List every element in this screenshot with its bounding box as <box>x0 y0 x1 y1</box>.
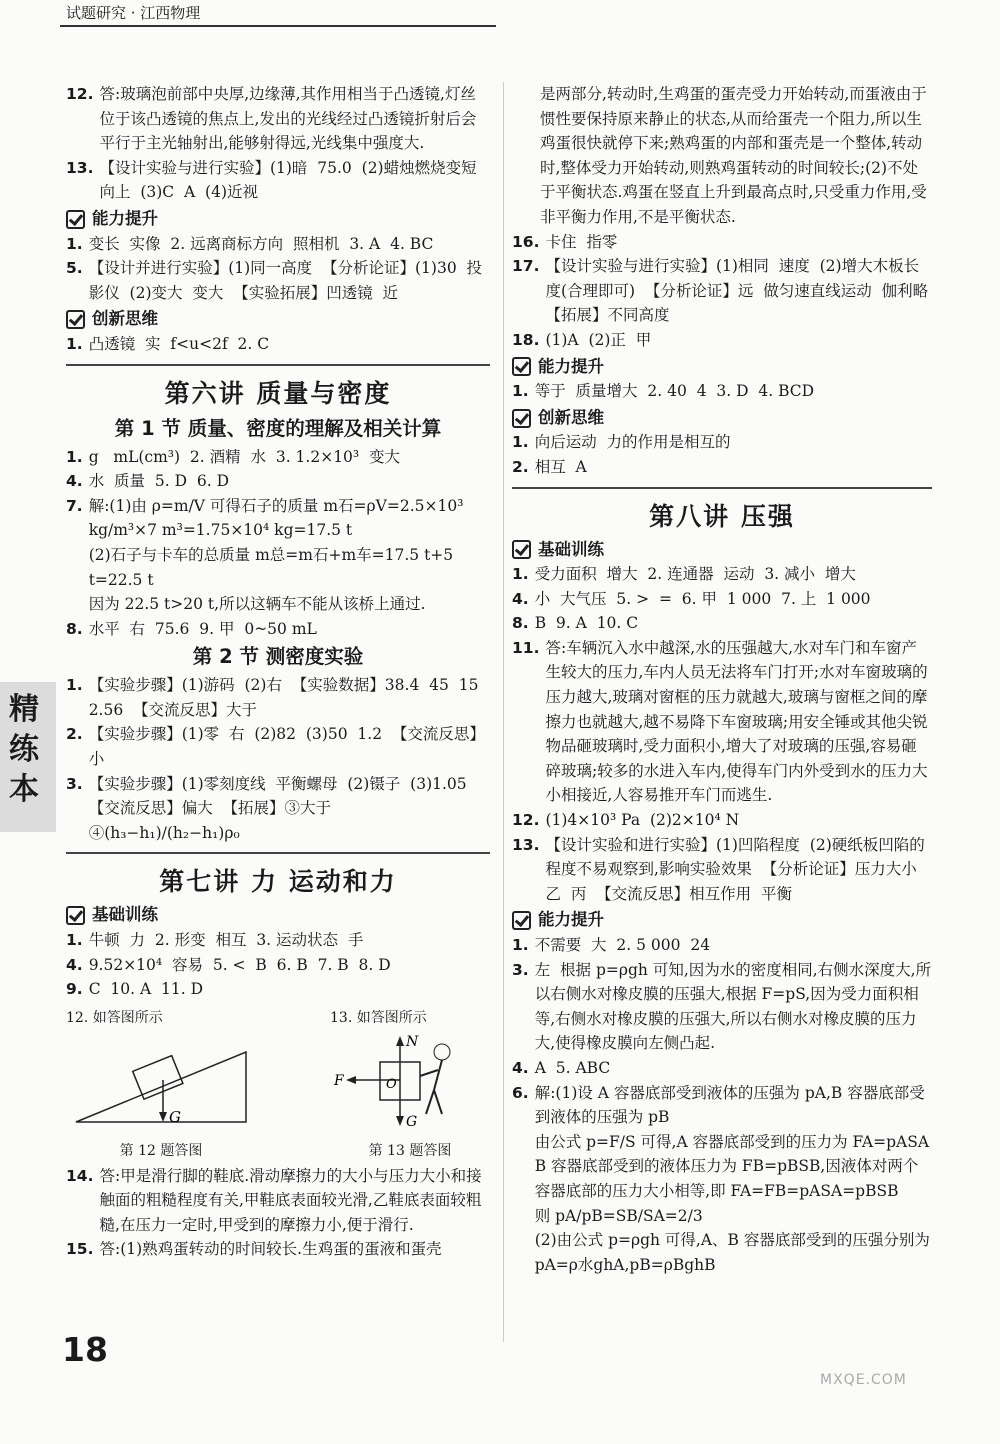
lecture-title: 第七讲 力 运动和力 <box>159 867 397 897</box>
answer-item: 1. 不需要 大 2. 5 000 24 <box>512 936 711 954</box>
answer-item: 3. 【实验步骤】(1)零刻度线 平衡螺母 (2)镊子 (3)1.05 【交流反思】偏大 【拓展】③大于 ④(h₃−h₁)/(h₂−h₁)ρ₀ <box>66 774 477 842</box>
lecture-title: 第六讲 质量与密度 <box>164 378 392 408</box>
page-number: 18 <box>62 1330 108 1369</box>
answer-item: 12. (1)4×10³ Pa (2)2×10⁴ N <box>512 811 740 830</box>
watermark: MXQE.COM <box>820 1372 907 1388</box>
answer-item: 12. 答:玻璃泡前部中央厚,边缘薄,其作用相当于凸透镜,灯丝位于该凸透镜的焦点上,发出的光线经过凸透镜折射后会平行于主光轴射出,能够射得远,光线集中强度大. <box>66 85 477 153</box>
section-heading: 基础训练 <box>512 538 932 563</box>
answer-item: 1. 等于 质量增大 2. 40 4 3. D 4. BCD <box>512 382 815 401</box>
answer-item: 1. 牛顿 力 2. 形变 相互 3. 运动状态 手 <box>66 931 364 950</box>
answer-item: 2. 相互 A <box>512 457 587 476</box>
section-title: 第 1 节 质量、密度的理解及相关计算 <box>114 416 442 440</box>
answer-item: 4. A 5. ABC <box>512 1058 611 1077</box>
answer-item: 1. 【实验步骤】(1)游码 (2)右 【实验数据】38.4 45 15 2.56 【交流反思】大于 <box>66 676 489 719</box>
svg-text:F: F <box>334 1073 344 1090</box>
answer-item: 15. 答:(1)熟鸡蛋转动的时间较长.生鸡蛋的蛋液和蛋壳 <box>66 1240 442 1259</box>
answer-item: 7. 解:(1)由 ρ=m/V 可得石子的质量 m石=ρV=2.5×10³ kg/m³×7 m³=1.75×10⁴ kg=17.5 t (2)石子与卡车的总质量 m总=m石+m车=17.5 t+5 t=22.5 t 因为 22.5 t>20 t,所以这辆车不能从该桥上通过. <box>66 496 464 614</box>
answer-item: 8. B 9. A 10. C <box>512 614 639 633</box>
checkbox-icon <box>512 540 531 559</box>
side-tab-label: 精练本 <box>9 692 39 807</box>
answer-item: 11. 答:车辆沉入水中越深,水的压强越大,水对车门和车窗产生较大的压力,车内人员无法将车门打开;水对车窗玻璃的压力越大,玻璃对窗框的压力就越大,玻璃与窗框之间的摩擦力也就越大,越不易降下车窗玻璃;用安全锤或其他尖锐物品砸玻璃时,受力面积小,增大了对玻璃的压强,容易砸碎玻璃;较多的水进入车内,使得车门内外受到水的压力大小相接近,人容易推开车门而逃生. <box>512 638 928 805</box>
section-heading: 基础训练 <box>66 903 490 928</box>
section-heading: 创新思维 <box>66 307 490 332</box>
section-title: 第 2 节 测密度实验 <box>192 645 364 669</box>
answer-item: 4. 9.52×10⁴ 容易 5. < B 6. B 7. B 8. D <box>66 955 391 974</box>
push-box-diagram <box>330 1030 490 1130</box>
header-title: 试题研究 · 江西物理 <box>66 4 201 22</box>
answer-item: 13. 【设计实验和进行实验】(1)凹陷程度 (2)硬纸板凹陷的程度不易观察到,影响实验效果 【分析论证】压力大小 乙 丙 【交流反思】相互作用 平衡 <box>512 835 927 903</box>
checkbox-icon <box>66 906 85 925</box>
section-heading: 能力提升 <box>512 355 932 380</box>
section-heading: 能力提升 <box>66 207 490 232</box>
checkbox-icon <box>512 409 531 428</box>
figure-12: 12. 如答图所示 G 第 12 题答图 <box>66 1006 256 1164</box>
incline-diagram <box>66 1030 256 1130</box>
left-column <box>66 82 490 1262</box>
answer-item: 1. 凸透镜 实 f<u<2f 2. C <box>66 334 270 353</box>
figures-row <box>66 1006 490 1164</box>
answer-item: 2. 【实验步骤】(1)零 右 (2)82 (3)50 1.2 【交流反思】小 <box>66 725 485 769</box>
answer-item: 5. 【设计并进行实验】(1)同一高度 【分析论证】(1)30 投影仪 (2)变大 变大 【实验拓展】凹透镜 近 <box>66 259 483 302</box>
answer-item: 6. 解:(1)设 A 容器底部受到液体的压强为 pA,B 容器底部受到液体的压强为 pB 由公式 p=F/S 可得,A 容器底部受到的压力为 FA=pASA B 容器底部受到的液体压力为 FB=pBSB,因液体对两个容器底部的压力大小相等,即 FA=FB=pASA=pBSB 则 pA/pB=SB/SA=2/3 (2)由公式 p=ρgh 可得,A、B 容器底部受到的压强分别为 pA=ρ水ghA,pB=ρBghB <box>512 1083 930 1274</box>
answer-item: 4. 水 质量 5. D 6. D <box>66 472 230 491</box>
answer-item: 17. 【设计实验与进行实验】(1)相同 速度 (2)增大木板长度(合理即可) 【分析论证】远 做匀速直线运动 伽利略 【拓展】不同高度 <box>512 257 938 325</box>
svg-text:O: O <box>386 1077 397 1093</box>
answer-item: 8. 水平 右 75.6 9. 甲 0~50 mL <box>66 619 317 638</box>
answer-item: 14. 答:甲是滑行脚的鞋底.滑动摩擦力的大小与压力大小和接触面的粗糙程度有关,甲鞋底表面较光滑,乙鞋底表面较粗糙,在压力一定时,甲受到的摩擦力小,便于滑行. <box>66 1166 482 1234</box>
divider <box>512 487 932 489</box>
answer-item: 18. (1)A (2)正 甲 <box>512 330 652 349</box>
answer-item: 13. 【设计实验与进行实验】(1)暗 75.0 (2)蜡烛燃烧变短 向上 (3)C A (4)近视 <box>66 158 487 202</box>
answer-item: 1. 变长 实像 2. 远离商标方向 照相机 3. A 4. BC <box>66 234 434 253</box>
answer-item: 1. 向后运动 力的作用是相互的 <box>512 433 731 452</box>
column-divider <box>503 82 504 1342</box>
answer-item: 1. 受力面积 增大 2. 连通器 运动 3. 减小 增大 <box>512 565 856 584</box>
section-heading: 能力提升 <box>512 908 932 933</box>
checkbox-icon <box>512 357 531 376</box>
answer-item: 1. g mL(cm³) 2. 酒精 水 3. 1.2×10³ 变大 <box>66 447 400 466</box>
checkbox-icon <box>66 310 85 329</box>
lecture-title: 第八讲 压强 <box>649 501 795 531</box>
figure-13: 13. 如答图所示 N F O G 第 13 题答图 <box>330 1006 490 1164</box>
answer-item: 3. 左 根据 p=ρgh 可知,因为水的密度相同,右侧水深度大,所以右侧水对橡皮膜的压强大,根据 F=pS,因为受力面积相等,右侧水对橡皮膜的压强大,所以右侧水对橡皮膜的压力大,使得橡皮膜向左侧凸起. <box>512 960 932 1053</box>
side-tab <box>0 682 56 832</box>
answer-item: 4. 小 大气压 5. > = 6. 甲 1 000 7. 上 1 000 <box>512 589 871 608</box>
section-heading: 创新思维 <box>512 406 932 431</box>
checkbox-icon <box>512 911 531 930</box>
right-column <box>512 82 938 1277</box>
svg-text:G: G <box>169 1108 181 1127</box>
svg-text:G: G <box>406 1114 418 1131</box>
header-rule <box>60 25 496 27</box>
answer-item: 9. C 10. A 11. D <box>66 980 204 999</box>
divider <box>66 852 490 854</box>
divider <box>66 364 490 366</box>
svg-text:N: N <box>406 1034 419 1051</box>
answer-item: 16. 卡住 指零 <box>512 232 618 251</box>
checkbox-icon <box>66 210 85 229</box>
answer-continuation: 是两部分,转动时,生鸡蛋的蛋壳受力开始转动,而蛋液由于惯性要保持原来静止的状态,从而给蛋壳一个阻力,所以生鸡蛋很快就停下来;熟鸡蛋的内部和蛋壳是一个整体,转动时,整体受力开始转动,则熟鸡蛋转动的时间较长;(2)不处于平衡状态.鸡蛋在竖直上升到最高点时,只受重力作用,受非平衡力作用,不是平衡状态. <box>540 85 927 226</box>
